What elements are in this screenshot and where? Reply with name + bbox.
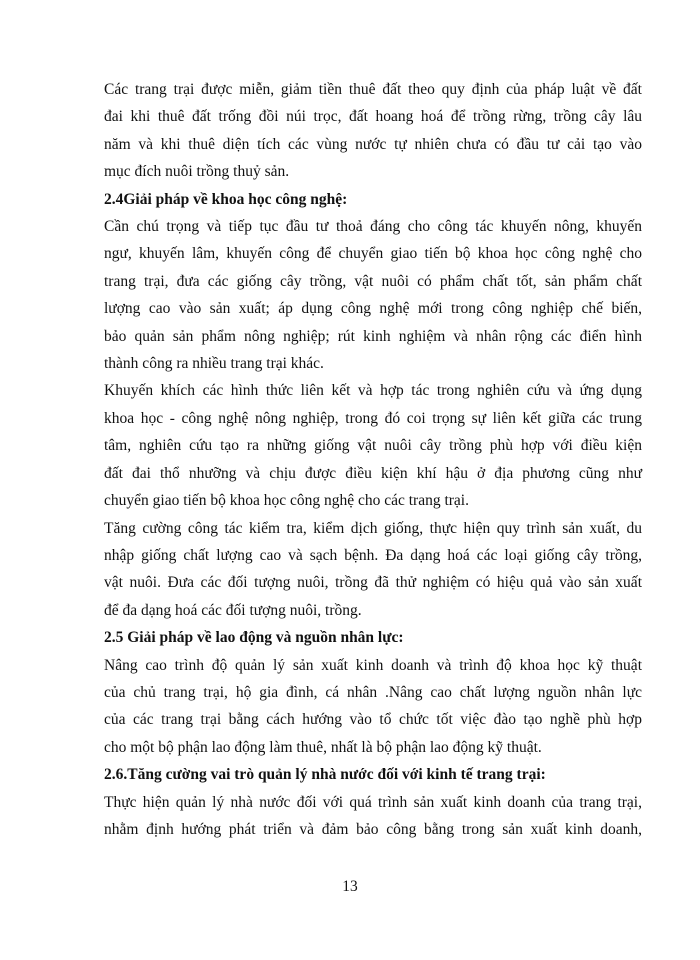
text-line: cho một bộ phận lao động làm thuê, nhất là bộ phận lao động kỹ thuật. bbox=[104, 738, 542, 756]
text-line: năm và khi thuê diện tích các vùng nước tự nhiên chưa có đầu tư cải tạo vào bbox=[104, 135, 642, 153]
body-paragraph bbox=[104, 789, 642, 844]
text-line: đất đai thổ nhưỡng và chịu được điều kiện khí hậu ở địa phương cũng như bbox=[104, 464, 642, 482]
text-line: tâm, nghiên cứu tạo ra những giống vật nuôi cây trồng phù hợp với điều kiện bbox=[104, 437, 642, 455]
text-line: nhằm định hướng phát triển và đảm bảo công bằng trong sản xuất kinh doanh, bbox=[104, 820, 642, 838]
document-page bbox=[104, 76, 642, 843]
body-paragraph bbox=[104, 515, 642, 625]
text-line: Nâng cao trình độ quản lý sản xuất kinh doanh và trình độ khoa học kỹ thuật bbox=[104, 656, 642, 674]
text-line: vật nuôi. Đưa các đối tượng nuôi, trồng đã thử nghiệm có hiệu quả vào sản xuất bbox=[104, 574, 642, 592]
text-line: Các trang trại được miễn, giảm tiền thuê đất theo quy định của pháp luật về đất bbox=[104, 81, 642, 98]
text-line: mục đích nuôi trồng thuỷ sản. bbox=[104, 163, 290, 181]
text-line: trang trại, đưa các giống cây trồng, vật nuôi có phẩm chất tốt, sản phẩm chất bbox=[104, 272, 642, 290]
body-paragraph bbox=[104, 652, 642, 762]
section-heading bbox=[104, 186, 642, 213]
text-line: 2.4Giải pháp về khoa học công nghệ: bbox=[104, 190, 348, 208]
text-line: để đa dạng hoá các đối tượng nuôi, trồng. bbox=[104, 601, 362, 619]
text-line: ngư, khuyến lâm, khuyến công để chuyển giao tiến bộ khoa học công nghệ cho bbox=[104, 245, 642, 263]
text-line: Thực hiện quản lý nhà nước đối với quá trình sản xuất kinh doanh của trang trại, bbox=[104, 793, 642, 811]
body-paragraph bbox=[104, 213, 642, 377]
section-heading bbox=[104, 761, 642, 788]
text-line: của các trang trại bằng cách hướng vào tổ chức tốt việc đào tạo nghề phù hợp bbox=[104, 711, 642, 729]
text-line: thành công ra nhiều trang trại khác. bbox=[104, 355, 324, 373]
page-number: 13 bbox=[342, 878, 358, 895]
text-line: khoa học - công nghệ nông nghiệp, trong đó coi trọng sự liên kết giữa các trung bbox=[104, 409, 642, 427]
text-line: 2.5 Giải pháp về lao động và nguồn nhân lực: bbox=[104, 629, 404, 647]
section-heading bbox=[104, 624, 642, 651]
body-paragraph bbox=[104, 377, 642, 514]
body-paragraph bbox=[104, 76, 642, 186]
text-line: của chủ trang trại, hộ gia đình, cá nhân .Nâng cao chất lượng nguồn nhân lực bbox=[104, 683, 642, 701]
text-line: Tăng cường công tác kiểm tra, kiểm dịch giống, thực hiện quy trình sản xuất, du bbox=[104, 519, 642, 537]
text-line: Cần chú trọng và tiếp tục đầu tư thoả đáng cho công tác khuyến nông, khuyến bbox=[104, 218, 642, 236]
text-line: đai khi thuê đất trống đồi núi trọc, đất hoang hoá để trồng rừng, trồng cây lâu bbox=[104, 108, 642, 126]
text-line: nhập giống chất lượng cao và sạch bệnh. Đa dạng hoá các loại giống cây trồng, bbox=[104, 546, 642, 564]
text-line: chuyển giao tiến bộ khoa học công nghệ cho các trang trại. bbox=[104, 492, 469, 510]
text-line: lượng cao vào sản xuất; áp dụng công nghệ mới trong công nghiệp chế biến, bbox=[104, 300, 642, 318]
text-line: bảo quản sản phẩm nông nghiệp; rút kinh nghiệm và nhân rộng các điển hình bbox=[104, 327, 642, 345]
text-line: 2.6.Tăng cường vai trò quản lý nhà nước đối với kinh tế trang trại: bbox=[104, 766, 546, 784]
text-line: Khuyến khích các hình thức liên kết và hợp tác trong nghiên cứu và ứng dụng bbox=[104, 382, 642, 400]
